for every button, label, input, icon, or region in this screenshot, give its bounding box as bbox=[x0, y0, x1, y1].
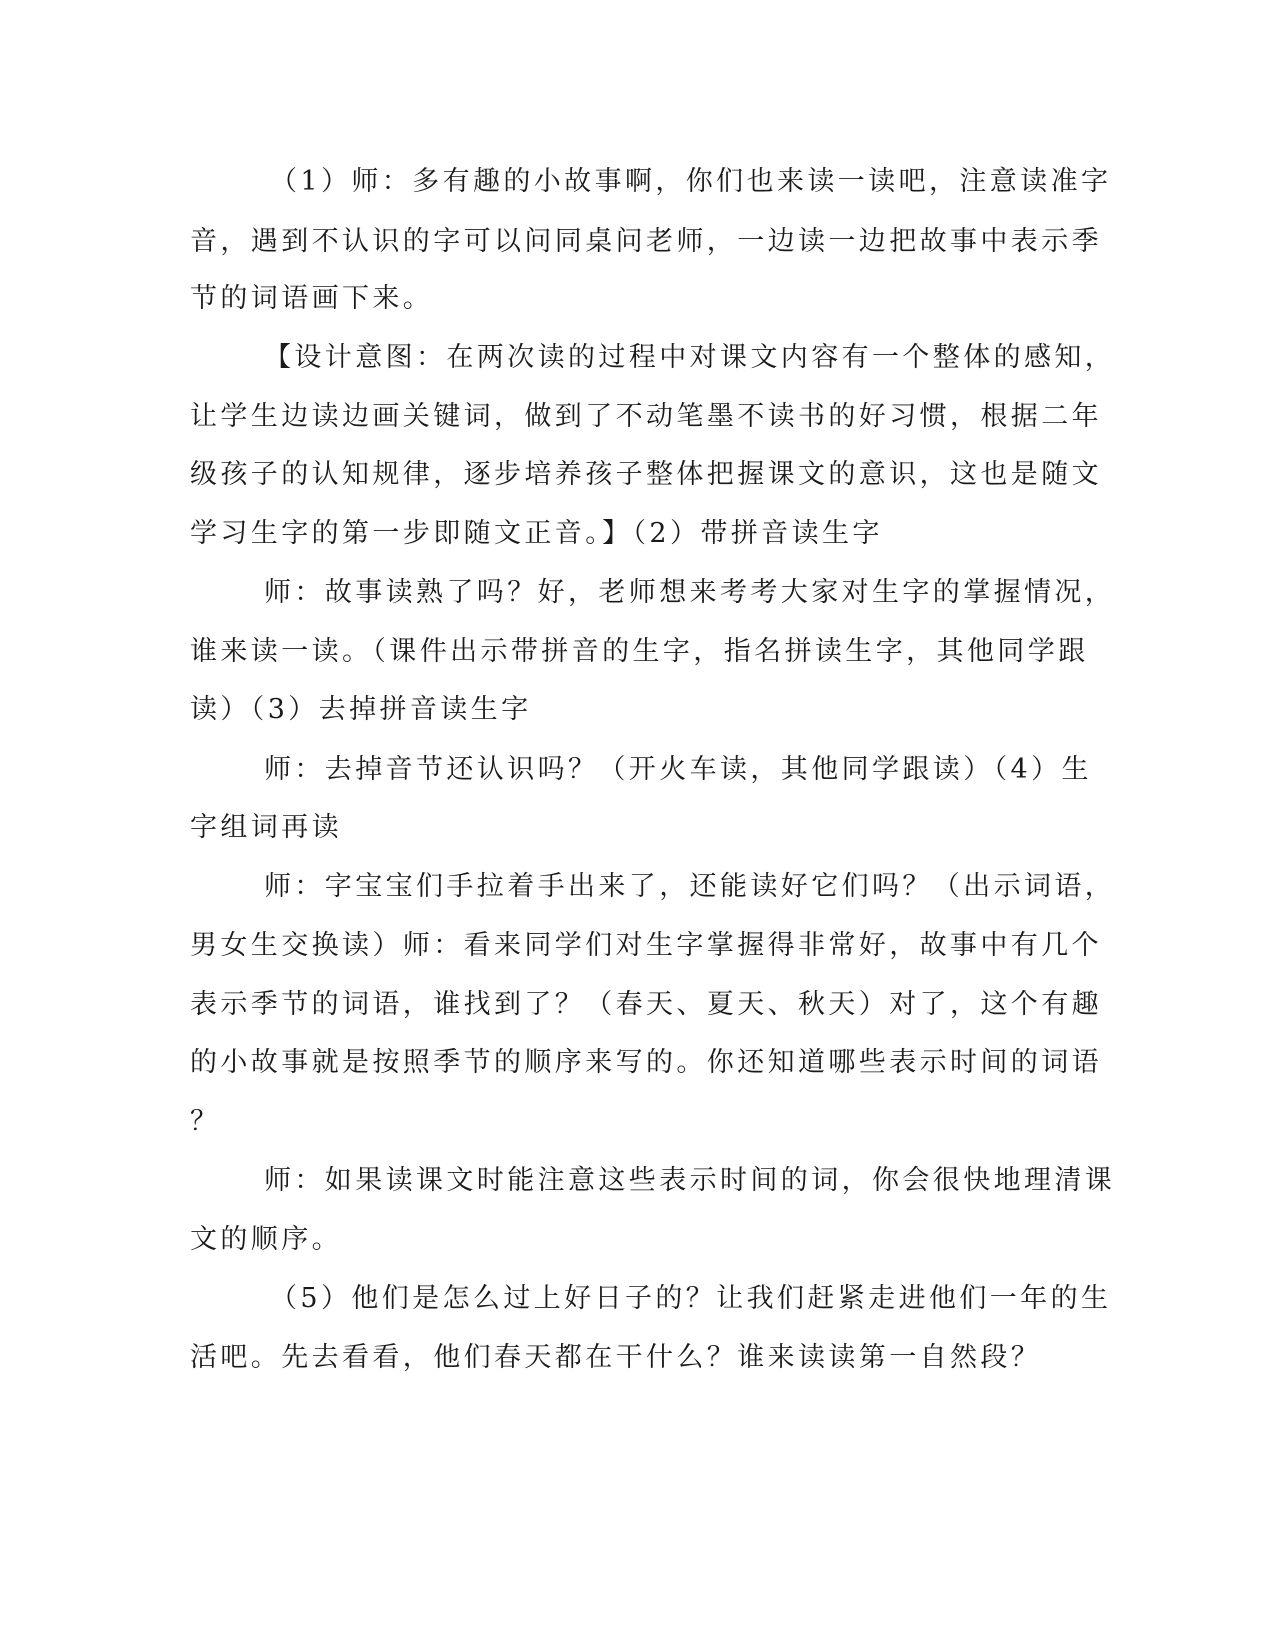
paragraph-line: （5）他们是怎么过上好日子的？让我们赶紧走进他们一年的生 bbox=[270, 1283, 1112, 1314]
paragraph-line: 师：故事读熟了吗？好，老师想来考考大家对生字的掌握情况， bbox=[264, 577, 1116, 608]
paragraph-line: 师：如果读课文时能注意这些表示时间的词，你会很快地理清课 bbox=[264, 1165, 1116, 1196]
paragraph-line: 文的顺序。 bbox=[190, 1224, 342, 1255]
paragraph-line: 师：字宝宝们手拉着手出来了，还能读好它们吗？（出示词语， bbox=[264, 871, 1116, 902]
paragraph-line: 让学生边读边画关键词，做到了不动笔墨不读书的好习惯，根据二年 bbox=[190, 401, 1102, 432]
paragraph-line: 节的词语画下来。 bbox=[190, 283, 434, 314]
paragraph-line: 表示季节的词语，谁找到了？（春天、夏天、秋天）对了，这个有趣 bbox=[190, 989, 1102, 1020]
paragraph-line: 字组词再读 bbox=[190, 812, 342, 843]
paragraph-line: 师：去掉音节还认识吗？（开火车读，其他同学跟读）（4）生 bbox=[264, 754, 1092, 785]
paragraph-line: 谁来读一读。（课件出示带拼音的生字，指名拼读生字，其他同学跟 bbox=[190, 636, 1089, 667]
paragraph-line: 的小故事就是按照季节的顺序来写的。你还知道哪些表示时间的词语 bbox=[190, 1047, 1102, 1078]
paragraph-line: 男女生交换读）师：看来同学们对生字掌握得非常好，故事中有几个 bbox=[190, 930, 1102, 961]
paragraph-line: ？ bbox=[190, 1106, 221, 1137]
paragraph-line: 【设计意图：在两次读的过程中对课文内容有一个整体的感知， bbox=[264, 342, 1116, 373]
paragraph-line: 读）（3）去掉拼音读生字 bbox=[190, 694, 532, 725]
paragraph-line: （1）师：多有趣的小故事啊，你们也来读一读吧，注意读准字 bbox=[270, 166, 1112, 197]
paragraph-line: 学习生字的第一步即随文正音。】（2）带拼音读生字 bbox=[190, 518, 883, 549]
paragraph-line: 活吧。先去看看，他们春天都在干什么？谁来读读第一自然段？ bbox=[190, 1342, 1042, 1373]
paragraph-line: 级孩子的认知规律，逐步培养孩子整体把握课文的意识，这也是随文 bbox=[190, 459, 1102, 490]
paragraph-line: 音，遇到不认识的字可以问同桌问老师，一边读一边把故事中表示季 bbox=[190, 226, 1102, 257]
